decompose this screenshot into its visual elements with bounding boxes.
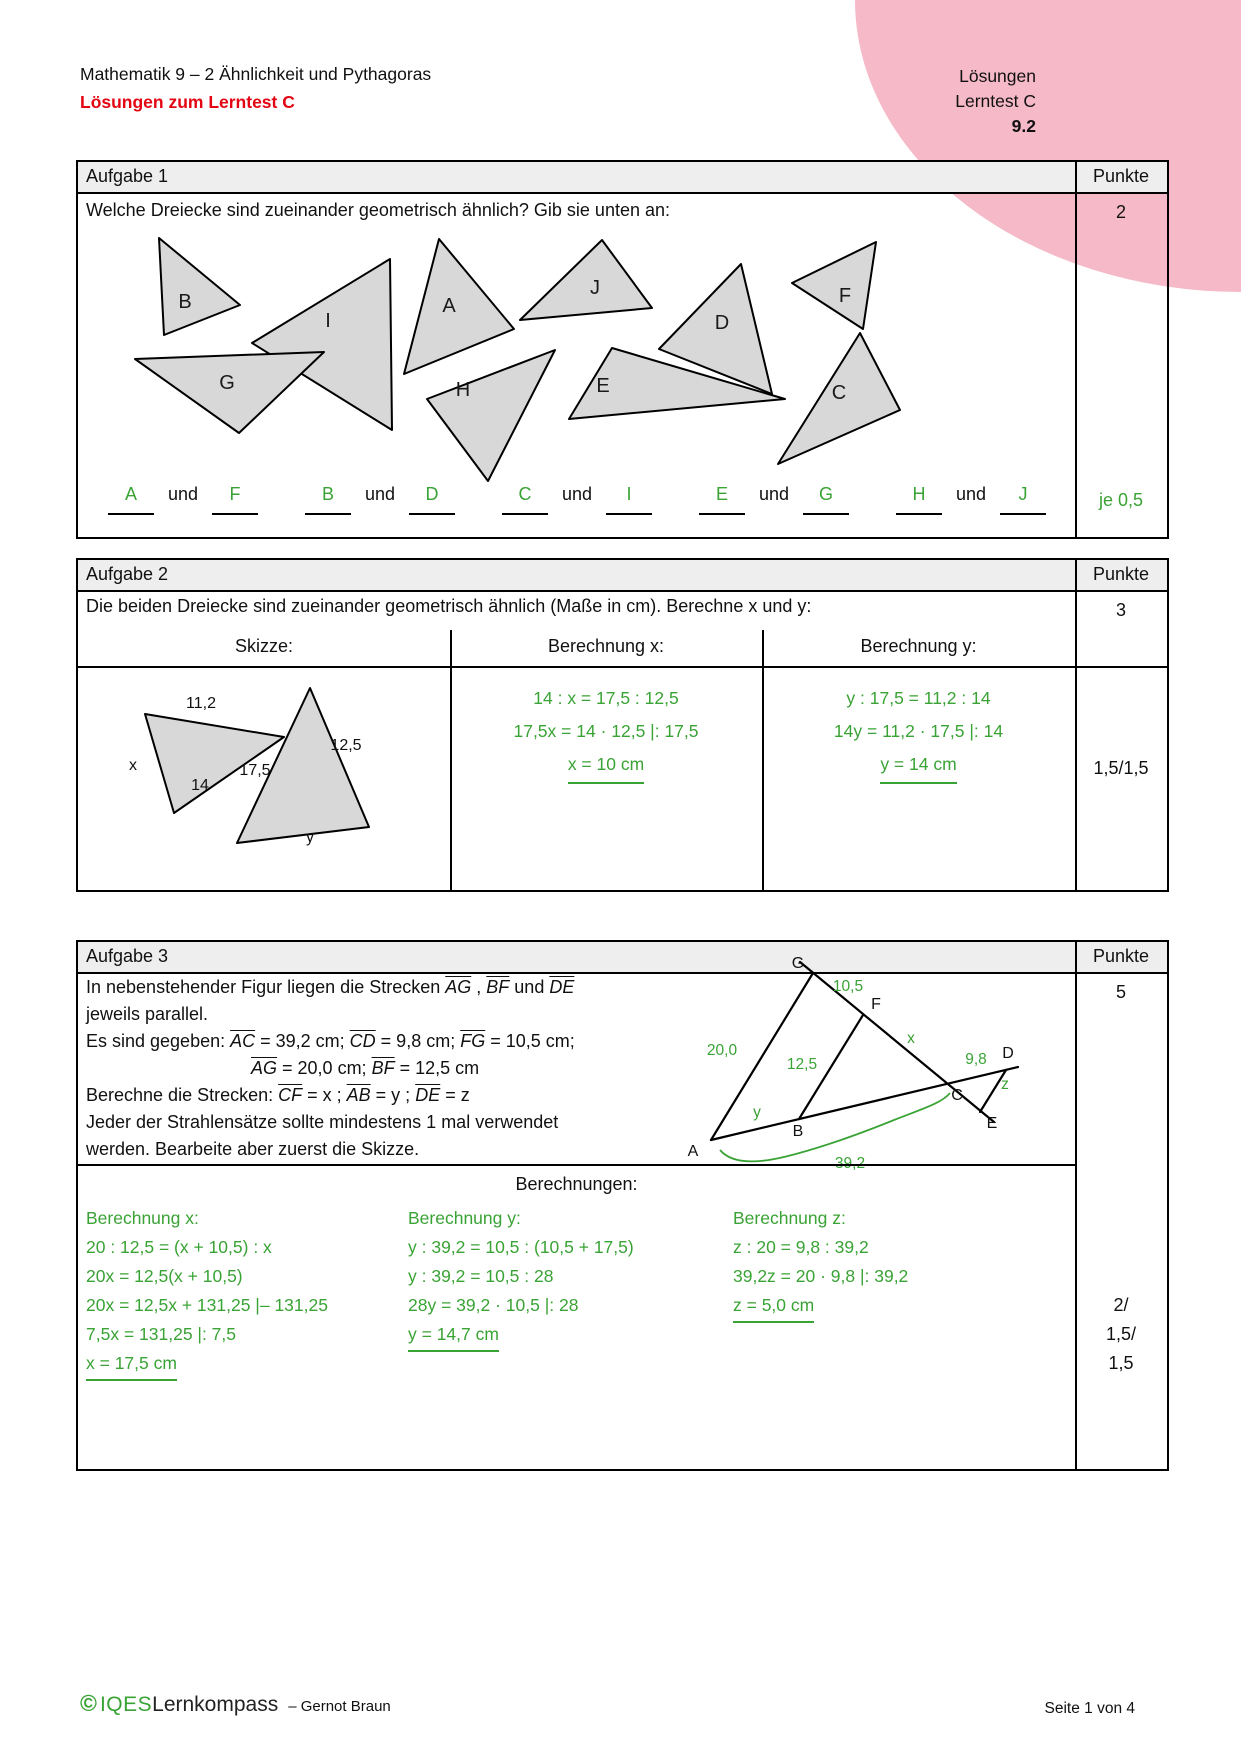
text-run: = 20,0 cm; <box>277 1058 372 1078</box>
calc-line: y : 39,2 = 10,5 : (10,5 + 17,5) <box>408 1237 634 1257</box>
footer-author: – Gernot Braun <box>288 1698 391 1715</box>
calc-line: 20x = 12,5x + 131,25 |– 131,25 <box>86 1295 328 1315</box>
task3-ray-figure <box>652 954 1052 1184</box>
page-header-left <box>80 64 431 113</box>
task2-question: Die beiden Dreiecke sind zueinander geometrisch ähnlich (Maße in cm). Berechne x und y: <box>86 596 812 616</box>
answer-pair-3 <box>502 484 652 515</box>
answer-connector: und <box>168 484 199 504</box>
task3-calc-x <box>86 1204 328 1381</box>
text-run: = 10,5 cm; <box>485 1031 575 1051</box>
task2-calc-y <box>762 682 1075 784</box>
sketch-label-14: 14 <box>191 777 209 794</box>
measure-FG: 10,5 <box>832 978 864 995</box>
corner-label-lerntest: Lerntest C <box>955 91 1036 111</box>
task1-points-value: 2 <box>1115 202 1126 222</box>
measure-z: z <box>1001 1076 1009 1093</box>
task1-question: Welche Dreiecke sind zueinander geometrisch ähnlich? Gib sie unten an: <box>86 200 670 220</box>
segment-AC: $\overline{AC}$ <box>230 1031 256 1051</box>
calc-line: 20 : 12,5 = (x + 10,5) : x <box>86 1237 272 1257</box>
task2-table <box>76 558 1169 892</box>
answer-connector: und <box>364 484 396 504</box>
triangle-D-label: D <box>714 312 730 334</box>
task1-title: Aufgabe 1 <box>86 166 169 186</box>
point-B-label: B <box>792 1123 804 1140</box>
text-run: und <box>509 977 550 997</box>
task2-col-sketch: Skizze: <box>234 636 294 656</box>
course-title: Mathematik 9 – 2 Ähnlichkeit und Pythagoras <box>80 64 432 84</box>
task3-compute-line <box>86 1082 652 1109</box>
task3-calc-z <box>733 1204 908 1323</box>
task3-intro-line2: jeweils parallel. <box>86 1004 209 1024</box>
line-GFCE <box>800 962 994 1122</box>
point-E-label: E <box>986 1115 998 1132</box>
task1-answer-row <box>108 484 1046 515</box>
text-run: = y ; <box>370 1085 416 1105</box>
task3-berechnungen-title: Berechnungen: <box>515 1174 638 1194</box>
triangle-F-label: F <box>838 285 852 307</box>
sheet-title: Lösungen zum Lerntest C <box>80 92 295 112</box>
task1-header-row <box>78 162 1167 194</box>
answer-blank: D <box>409 484 455 515</box>
answer-connector: und <box>561 484 593 504</box>
task3-intro-line1 <box>86 974 652 1001</box>
triangle-C-label: C <box>831 382 847 404</box>
sketch-label-12-5: 12,5 <box>330 737 362 754</box>
text-run: = 9,8 cm; <box>375 1031 461 1051</box>
points-line: 1,5 <box>1108 1353 1134 1373</box>
corner-label-loesungen: Lösungen <box>959 66 1036 86</box>
answer-pair-5 <box>896 484 1046 515</box>
task3-note-line2: werden. Bearbeite aber zuerst die Skizze. <box>86 1139 420 1159</box>
calc-title: Berechnung z: <box>733 1208 846 1228</box>
measure-BF: 12,5 <box>786 1056 818 1073</box>
task2-col-calc-y: Berechnung y: <box>860 636 977 656</box>
measure-y: y <box>753 1104 761 1121</box>
task3-points-header: Punkte <box>1092 946 1150 966</box>
triangle-G-label: G <box>219 372 235 394</box>
text-run: Berechne die Strecken: <box>86 1085 279 1105</box>
task2-points-header: Punkte <box>1092 564 1150 584</box>
segment-FG: $\overline{FG}$ <box>460 1031 486 1051</box>
task2-col-calc-x: Berechnung x: <box>547 636 665 656</box>
task3-calc-y <box>408 1204 634 1352</box>
answer-blank: C <box>502 484 548 515</box>
answer-blank: B <box>305 484 351 515</box>
calc-title: Berechnung y: <box>408 1208 521 1228</box>
task3-points-detail <box>1075 1291 1167 1378</box>
triangle-J-shape <box>520 240 652 320</box>
answer-pair-2 <box>305 484 455 515</box>
task1-points-each: je 0,5 <box>1098 490 1144 510</box>
calc-result: x = 17,5 cm <box>86 1349 177 1381</box>
text-run: = x ; <box>302 1085 347 1105</box>
triangle-A-shape <box>404 239 514 374</box>
answer-blank: E <box>699 484 745 515</box>
answer-blank: G <box>803 484 849 515</box>
calc-result: y = 14 cm <box>880 748 956 784</box>
answer-blank: I <box>606 484 652 515</box>
task3-points-value: 5 <box>1115 982 1126 1002</box>
answer-blank: H <box>896 484 942 515</box>
triangle-B-shape <box>159 238 240 335</box>
answer-blank: F <box>212 484 258 515</box>
answer-blank: A <box>108 484 154 515</box>
task2-points-detail: 1,5/1,5 <box>1093 758 1149 778</box>
task3-note-line1: Jeder der Strahlensätze sollte mindestens 1 mal verwendet <box>86 1112 559 1132</box>
points-line: 2/ <box>1113 1295 1129 1315</box>
answer-pair-1 <box>108 484 258 515</box>
footer-brand <box>80 1690 391 1717</box>
segment-DE: $\overline{DE}$ <box>549 977 575 997</box>
triangle-E-label: E <box>596 375 610 397</box>
task3-table <box>76 940 1169 1471</box>
segment-DE: $\overline{DE}$ <box>415 1085 441 1105</box>
calc-line: 14 : x = 17,5 : 12,5 <box>533 688 679 708</box>
calc-line: 17,5x = 14 · 12,5 |: 17,5 <box>513 721 699 741</box>
segment-BF: $\overline{BF}$ <box>371 1058 395 1078</box>
calc-line: 28y = 39,2 · 10,5 |: 28 <box>408 1295 579 1315</box>
corner-label-chapter: 9.2 <box>1011 116 1036 136</box>
calc-result: z = 5,0 cm <box>733 1291 814 1323</box>
point-C-label: C <box>951 1087 963 1104</box>
segment-CF: $\overline{CF}$ <box>278 1085 303 1105</box>
task1-triangles-figure <box>97 232 1087 487</box>
triangle-B-label: B <box>178 291 192 313</box>
segment-CD: $\overline{CD}$ <box>349 1031 376 1051</box>
text-run: = z <box>440 1085 470 1105</box>
text-run: = 12,5 cm <box>394 1058 480 1078</box>
answer-blank: J <box>1000 484 1046 515</box>
task3-problem-text <box>86 974 652 1163</box>
task2-subheader-line <box>78 666 1167 668</box>
calc-result-row <box>408 1320 634 1352</box>
triangle-I-label: I <box>325 310 331 332</box>
calc-line: 14y = 11,2 · 17,5 |: 14 <box>833 721 1004 741</box>
calc-line: y : 17,5 = 11,2 : 14 <box>846 688 991 708</box>
text-run: In nebenstehender Figur liegen die Strecken <box>86 977 446 997</box>
triangle-A-label: A <box>442 295 456 317</box>
calc-title: Berechnung x: <box>86 1208 199 1228</box>
calc-result-row <box>762 748 1075 784</box>
measure-x: x <box>907 1030 915 1047</box>
task2-title: Aufgabe 2 <box>86 564 169 584</box>
triangle-I-shape <box>252 259 392 430</box>
task2-header-row <box>78 560 1167 592</box>
answer-connector: und <box>955 484 986 504</box>
page-number: Seite 1 von 4 <box>1044 1700 1135 1717</box>
task1-points-header: Punkte <box>1092 166 1150 186</box>
calc-result: y = 14,7 cm <box>408 1320 499 1352</box>
answer-pair-4 <box>699 484 849 515</box>
sketch-label-11-2: 11,2 <box>186 695 216 712</box>
sketch-label-17-5: 17,5 <box>239 762 271 779</box>
measure-AG: 20,0 <box>706 1042 738 1059</box>
task2-calc-x <box>450 682 762 784</box>
task3-given-line2 <box>86 1055 652 1082</box>
task3-given-line1 <box>86 1028 652 1055</box>
triangle-F-shape <box>792 242 876 329</box>
calc-result-row <box>86 1349 328 1381</box>
task3-title: Aufgabe 3 <box>86 946 169 966</box>
calc-result-row <box>450 748 762 784</box>
segment-AG: $\overline{AG}$ <box>445 977 472 997</box>
text-run: , <box>471 977 487 997</box>
points-line: 1,5/ <box>1105 1324 1137 1344</box>
text-run: Es sind gegeben: <box>86 1031 231 1051</box>
point-F-label: F <box>871 996 881 1013</box>
answer-connector: und <box>758 484 789 504</box>
task2-points-value: 3 <box>1115 600 1126 620</box>
task3-section-rule <box>78 1164 1075 1166</box>
point-D-label: D <box>1002 1045 1014 1062</box>
brand-iqes: IQES <box>99 1693 153 1716</box>
text-run: = 39,2 cm; <box>255 1031 350 1051</box>
brand-lernkompass: Lernkompass <box>152 1693 279 1716</box>
task2-sketch-figure <box>97 680 447 885</box>
task1-table <box>76 160 1169 539</box>
triangle-H-shape <box>427 350 555 481</box>
triangle-H-label: H <box>455 379 471 401</box>
point-G-label: G <box>791 955 805 972</box>
calc-line: 20x = 12,5(x + 10,5) <box>86 1266 243 1286</box>
calc-result: x = 10 cm <box>568 748 644 784</box>
point-A-label: A <box>687 1143 699 1160</box>
sketch-label-y: y <box>306 829 314 846</box>
task3-points-divider <box>1075 942 1077 1469</box>
segment-BF: $\overline{BF}$ <box>486 977 510 997</box>
calc-line: 7,5x = 131,25 |: 7,5 <box>86 1324 237 1344</box>
triangle-J-label: J <box>590 277 600 299</box>
copyright-icon: © <box>80 1690 97 1716</box>
calc-line: 39,2z = 20 · 9,8 |: 39,2 <box>733 1266 909 1286</box>
segment-AG: $\overline{AG}$ <box>251 1058 278 1078</box>
calc-line: z : 20 = 9,8 : 39,2 <box>733 1237 869 1257</box>
calc-result-row <box>733 1291 908 1323</box>
segment-AB: $\overline{AB}$ <box>346 1085 371 1105</box>
calc-line: y : 39,2 = 10,5 : 28 <box>408 1266 554 1286</box>
measure-CD: 9,8 <box>965 1051 987 1068</box>
sketch-label-x: x <box>129 757 137 774</box>
page-header-right <box>955 64 1036 139</box>
